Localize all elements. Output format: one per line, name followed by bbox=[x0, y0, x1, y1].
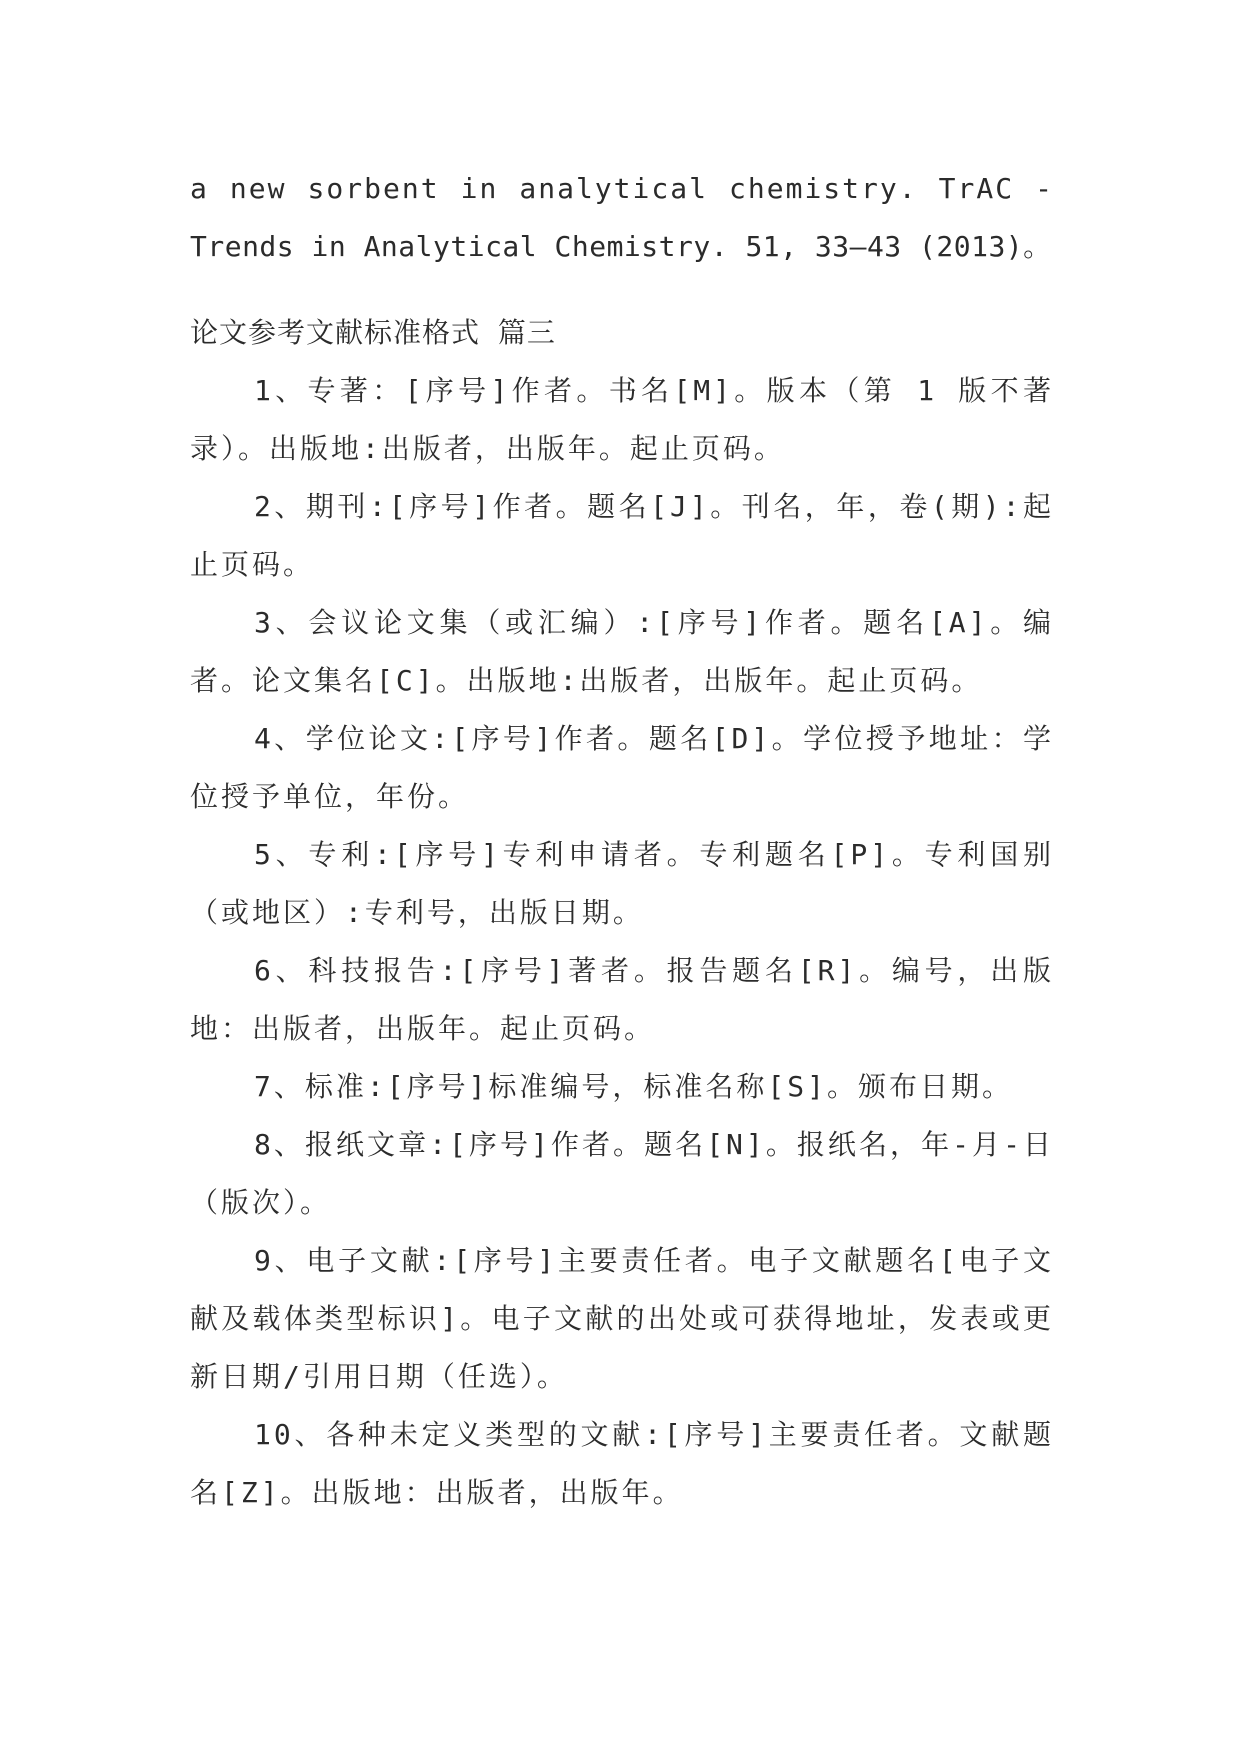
format-item-tech-report: 6、科技报告:[序号]著者。报告题名[R]。编号，出版地：出版者，出版年。起止页码。 bbox=[190, 954, 1054, 1045]
section-heading: 论文参考文献标准格式 篇三 bbox=[190, 316, 556, 349]
document-body bbox=[190, 160, 1054, 1522]
format-item-newspaper: 8、报纸文章:[序号]作者。题名[N]。报纸名，年-月-日（版次）。 bbox=[190, 1128, 1054, 1219]
format-item-electronic: 9、电子文献:[序号]主要责任者。电子文献题名[电子文献及载体类型标识]。电子文献的出处或可获得地址，发表或更新日期/引用日期（任选）。 bbox=[190, 1244, 1054, 1393]
format-item-monograph: 1、专著：[序号]作者。书名[M]。版本（第 1 版不著录）。出版地:出版者，出版年。起止页码。 bbox=[190, 374, 1054, 465]
format-item-undefined: 10、各种未定义类型的文献:[序号]主要责任者。文献题名[Z]。出版地：出版者，出版年。 bbox=[190, 1418, 1054, 1509]
format-item-proceedings: 3、会议论文集（或汇编）:[序号]作者。题名[A]。编者。论文集名[C]。出版地:出版者，出版年。起止页码。 bbox=[190, 606, 1054, 697]
reference-tail-line-1: a new sorbent in analytical chemistry. TrAC - bbox=[190, 172, 1054, 205]
format-item-thesis: 4、学位论文:[序号]作者。题名[D]。学位授予地址：学位授予单位，年份。 bbox=[190, 722, 1054, 813]
format-item-journal: 2、期刊:[序号]作者。题名[J]。刊名，年，卷(期):起止页码。 bbox=[190, 490, 1054, 581]
format-item-patent: 5、专利:[序号]专利申请者。专利题名[P]。专利国别（或地区）:专利号，出版日期。 bbox=[190, 838, 1054, 929]
reference-tail-line-2: Trends in Analytical Chemistry. 51, 33–43 (2013)。 bbox=[190, 230, 1052, 263]
format-item-standard: 7、标准:[序号]标准编号，标准名称[S]。颁布日期。 bbox=[254, 1070, 1014, 1103]
